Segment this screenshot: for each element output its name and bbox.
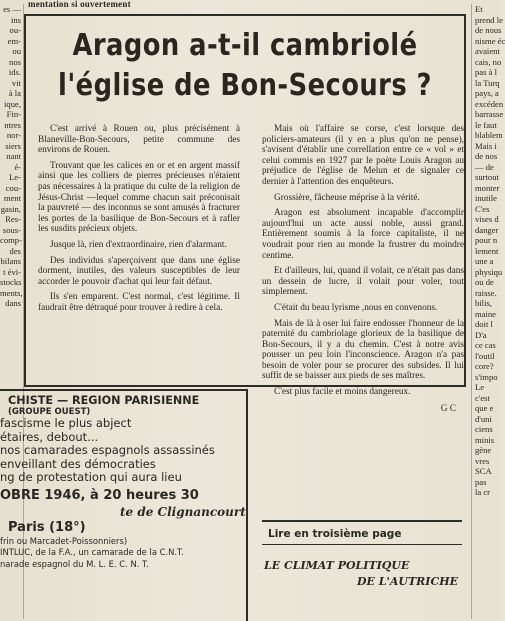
left-column-fragment: Fin- — [6, 109, 21, 119]
right-cropped-column — [471, 4, 505, 619]
left-column-fragment: vit — [11, 77, 21, 88]
right-column-fragment: barrasse — [475, 109, 504, 119]
next-article-teaser — [262, 558, 462, 590]
right-column-fragment: la cr — [475, 487, 491, 497]
right-column-fragment: l'outil — [475, 350, 495, 361]
right-column-fragment: ce cas — [475, 340, 496, 350]
left-column-fragment: sous- — [2, 224, 21, 235]
meeting-line: fascisme le plus abject — [0, 416, 132, 430]
article-paragraph: Jusque là, rien d'extraordinaire, rien d'alarmant. — [50, 239, 227, 250]
right-column-fragment: C'es — [475, 203, 490, 214]
left-column-fragment: bilans — [0, 256, 21, 266]
right-column-fragment: une a — [475, 256, 494, 266]
left-column-fragment: nos — [9, 56, 21, 67]
right-column-fragment: raisse. — [475, 287, 497, 298]
teaser-line-1: LE CLIMAT POLITIQUE — [264, 559, 410, 572]
right-column-fragment: excéden — [475, 98, 504, 109]
right-column-fragment: pas — [475, 476, 487, 487]
left-column-fragment: é- — [14, 161, 21, 172]
article-right-column — [262, 124, 464, 414]
right-column-fragment: monter — [475, 182, 500, 193]
left-column-fragment: ou- — [9, 25, 21, 35]
meeting-header: CHISTE — REGION PARISIENNE — [8, 394, 200, 407]
left-column-fragment: ique, — [4, 98, 21, 109]
article-paragraph: C'était du beau lyrisme ,nous en convenons. — [274, 302, 438, 313]
meeting-announcement-box — [0, 389, 248, 621]
right-column-fragment: Le — [475, 382, 485, 392]
article-paragraph: Ils s'en emparent. C'est normal, c'est légitime. Il faudrait être détraqué pour trouver à redire à cela. — [38, 292, 240, 313]
right-column-fragment: pas à l — [475, 67, 497, 77]
right-column-fragment: cais, no — [475, 56, 502, 67]
left-column-fragment: cou- — [5, 182, 21, 193]
right-column-fragment: core? — [475, 361, 494, 371]
left-column-fragment: Res- — [5, 214, 21, 224]
article-left-column — [38, 124, 240, 319]
top-fragment-text: mentation si ouvertement — [28, 0, 131, 9]
right-column-fragment: vises d — [475, 214, 499, 224]
right-column-fragment: bilis, — [475, 298, 492, 308]
article-paragraph: Mais où l'affaire se corse, c'est lorsque des policiers-amateurs (il y en a plus qu'on ne pense), s'avisent d'établir une correllation entre ce « vol » et celui commis en 1927 par le poète Louis Aragon au préjudice de l'église de Melun et de signaler ce dernier à l'attention des enquêteurs. — [262, 124, 464, 187]
right-column-fragment: d'uni — [475, 413, 492, 424]
meeting-line: enveillant des démocraties — [0, 456, 156, 471]
right-column-fragment: minis — [475, 434, 495, 445]
article-signature: G C — [440, 403, 456, 414]
left-column-fragment: gasin, — [0, 203, 21, 214]
right-column-fragment: — de — [475, 161, 494, 172]
left-column-fragment: à la — [8, 88, 21, 98]
right-column-fragment: Mais i — [475, 140, 497, 151]
article-paragraph: Grossière, fâcheuse méprise à la vérité. — [274, 192, 420, 203]
left-column-fragment: ntres — [4, 119, 21, 130]
meeting-city: Paris (18°) — [8, 519, 86, 535]
right-column-fragment: surtout — [475, 172, 499, 182]
left-column-fragment: em- — [7, 35, 21, 46]
meeting-line: ng de protestation qui aura lieu — [0, 470, 182, 485]
right-column-fragment: de nous — [475, 25, 502, 35]
read-more-notice: Lire en troisième page — [262, 520, 462, 545]
right-column-fragment: de nos — [475, 151, 498, 161]
left-column-fragment: des — [9, 245, 21, 256]
left-column-fragment: ou — [12, 46, 21, 56]
right-column-fragment: blablem — [475, 130, 503, 140]
article-paragraph: Trouvant que les calices en or et en argent massif ainsi que les colliers de pierres précieuses n'étaient pas nécessaires à la pratique du culte de la religion de Jésus-Christ —lequel comme chacun sait préconisait la pauvreté — des inconnus se sont amusés à fracturer les portes de la basilique de Bon-Secours et à rafler les susdits précieux objets. — [38, 160, 240, 235]
right-column-fragment: avaient — [475, 46, 500, 56]
article-paragraph: Et d'ailleurs, lui, quand il volait, ce n'était pas dans un dessein de lucre, il volait pour voler, tout simplement. — [262, 266, 464, 298]
right-column-fragment: D'a — [475, 329, 487, 340]
right-column-fragment: pays, a — [475, 88, 499, 98]
right-column-fragment: SCA — [475, 466, 492, 476]
right-column-fragment: ciens — [475, 424, 493, 434]
meeting-speaker-1: INTLUC, de la F.A., un camarade de la C.N.T. — [0, 547, 184, 558]
right-column-fragment: danger — [475, 224, 499, 235]
article-paragraph: Mais de là à oser lui faire endosser l'honneur de la paternité du cambriolage glorieux de la basilique de Bon-Secours, il y a du chemin. C'est à notre avis pousser un peu loin l'inconscience. Aragon n'a pas besoin de voler pour se procurer des subsides. Il lui suffit de se baisser aux pieds de ses maîtres. — [262, 318, 464, 382]
right-column-fragment: ou de — [475, 277, 494, 287]
article-paragraph: Aragon est absolument incapable d'accomplir aujourd'hui un acte aussi noble, aussi grand. Entièrement soumis à la force capitaliste, il ne voudrait pour rien au monde la frustrer du moindre centime. — [262, 208, 464, 261]
article-paragraph: C'est plus facile et moins dangereux. — [274, 387, 411, 398]
meeting-line: étaires, debout... — [0, 429, 99, 444]
article-paragraph: Des individus s'aperçoivent que dans une église dorment, inutiles, des valeurs susceptibles de leur accorder le pouvoir d'achat qui leur fait défaut. — [38, 255, 240, 287]
article-paragraph: C'est arrivé à Rouen ou, plus précisément à Blaneville-Bon-Secours, petite commune des environs de Rouen. — [38, 124, 240, 156]
right-column-fragment: que e — [475, 403, 494, 413]
left-column-fragment: t évi- — [3, 266, 21, 277]
headline-line-2: l'église de Bon-Secours ? — [58, 68, 432, 103]
left-column-fragment: Le- — [9, 172, 21, 182]
right-column-fragment: vres — [475, 455, 490, 466]
meeting-location: te de Clignancourt — [120, 504, 246, 519]
meeting-speaker-2: narade espagnol du M. L. E. C. N. T. — [0, 558, 149, 569]
left-column-fragment: ments, — [0, 287, 23, 298]
right-column-fragment: inutile — [475, 193, 497, 203]
left-column-fragment: ment — [3, 193, 21, 203]
right-column-fragment: prend le — [475, 14, 503, 25]
left-column-fragment: nor- — [6, 130, 21, 140]
right-column-fragment: physiqu — [475, 266, 503, 277]
right-column-fragment: nisme éc — [475, 35, 505, 46]
left-column-fragment: stocks — [0, 277, 22, 287]
right-column-fragment: pour n — [475, 235, 498, 245]
right-column-fragment: s'impo — [475, 371, 498, 382]
right-column-fragment: c'est — [475, 392, 490, 403]
right-column-fragment: lement — [475, 245, 499, 256]
right-column-fragment: la Turq — [475, 77, 500, 88]
left-column-fragment: nant — [6, 151, 21, 161]
right-column-fragment: gène — [475, 445, 492, 455]
headline-line-1: Aragon a-t-il cambriolé — [72, 28, 418, 63]
right-column-fragment: le faut — [475, 119, 497, 130]
left-column-fragment: ids. — [8, 67, 21, 77]
headline — [26, 16, 464, 106]
left-column-fragment: dans — [5, 298, 21, 308]
teaser-line-2: DE L'AUTRICHE — [357, 575, 458, 588]
left-column-fragment: siers — [5, 140, 21, 151]
right-column-fragment: doit l — [475, 319, 493, 329]
meeting-metro: frin ou Marcadet-Poissonniers) — [0, 535, 128, 546]
meeting-subheader: (GROUPE OUEST) — [8, 407, 91, 417]
left-column-fragment: ins — [10, 14, 21, 25]
right-column-fragment: Et — [475, 4, 483, 14]
left-column-fragment: comp- — [0, 235, 22, 245]
meeting-date: OBRE 1946, à 20 heures 30 — [0, 487, 199, 503]
meeting-line: nos camarades espagnols assassinés — [0, 443, 215, 458]
right-column-fragment: maine — [475, 308, 496, 319]
left-column-fragment: es — — [3, 4, 21, 14]
